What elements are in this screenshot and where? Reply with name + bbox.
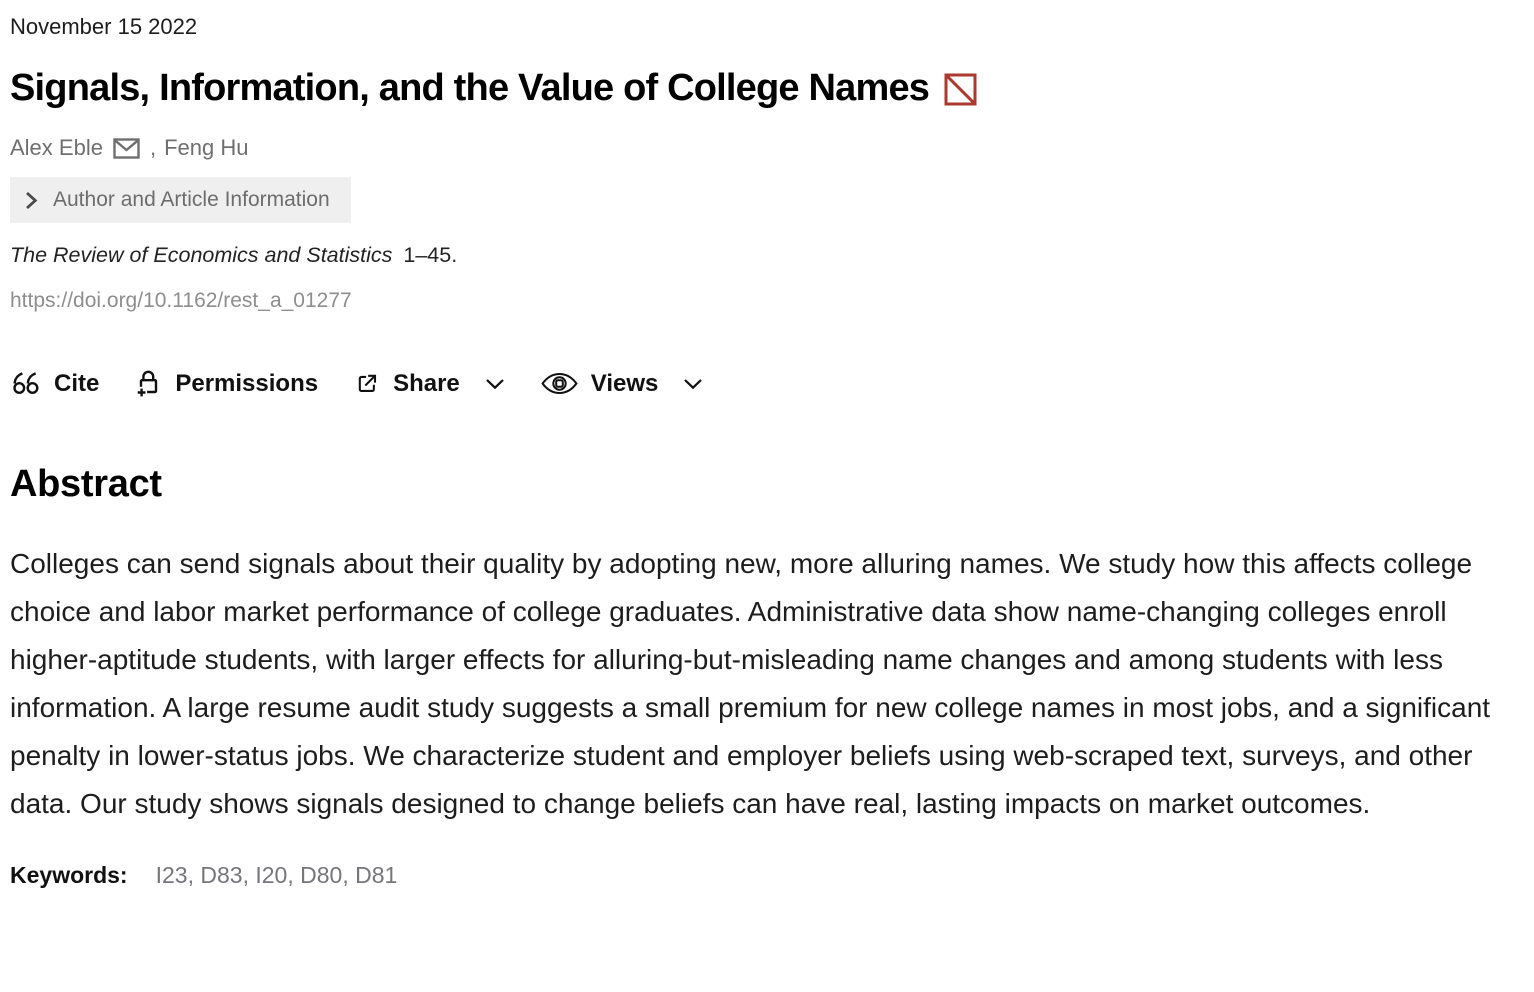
permissions-button[interactable]: [135, 369, 318, 398]
lock-plus-icon: [135, 369, 162, 398]
share-icon: [354, 371, 380, 397]
keyword-separator: ,: [287, 862, 301, 888]
keyword-separator: ,: [342, 862, 356, 888]
views-label: Views: [590, 369, 659, 397]
doi-link[interactable]: https://doi.org/10.1162/rest_a_01277: [10, 289, 352, 312]
permissions-label: Permissions: [175, 369, 319, 397]
keyword-link[interactable]: I23: [155, 862, 188, 888]
abstract-heading: Abstract: [10, 463, 162, 505]
keywords-label: Keywords:: [10, 862, 128, 888]
chevron-down-icon: [683, 378, 703, 390]
cite-button[interactable]: [10, 370, 99, 398]
share-button[interactable]: [354, 370, 505, 398]
article-toolbar: [10, 369, 1522, 398]
chevron-right-icon: [25, 191, 38, 210]
keyword-link[interactable]: D83: [200, 862, 243, 888]
keywords-list: [156, 860, 398, 890]
abstract-text: Colleges can send signals about their quality by adopting new, more alluring names. We study how this affects college choice and labor market performance of college graduates. Administrative data show name-changing colleges enroll higher-aptitude students, with larger effects for alluring-but-misleading name changes and among students with less information. A large resume audit study suggests a small premium for new college names in most jobs, and a significant penalty in lower-status jobs. We characterize student and employer beliefs using web-scraped text, surveys, and other data. Our study shows signals designed to change beliefs can have real, lasting impacts on market outcomes.: [10, 548, 1491, 819]
article-title-text: Signals, Information, and the Value of College Names: [10, 67, 930, 109]
eye-icon: [541, 372, 578, 395]
cite-label: Cite: [54, 369, 100, 397]
keyword-link[interactable]: I20: [255, 862, 288, 888]
journal-citation: [10, 243, 1522, 268]
keyword-separator: ,: [242, 862, 256, 888]
keyword-link[interactable]: D81: [355, 862, 398, 888]
author-article-info-label: Author and Article Information: [53, 188, 330, 211]
keyword-link[interactable]: D80: [300, 862, 343, 888]
share-label: Share: [393, 369, 460, 397]
keyword-separator: ,: [187, 862, 201, 888]
email-icon[interactable]: [113, 138, 140, 159]
journal-pages: 1–45.: [403, 243, 458, 267]
journal-name: The Review of Economics and Statistics: [10, 243, 393, 267]
restricted-access-icon: [944, 73, 977, 106]
author-link-1[interactable]: Alex Eble: [10, 135, 103, 160]
chevron-down-icon: [485, 378, 505, 390]
publication-date: November 15 2022: [10, 14, 198, 39]
author-line: [10, 135, 1522, 161]
author-separator: ,: [149, 135, 157, 160]
article-title: [10, 66, 1522, 110]
author-link-2[interactable]: Feng Hu: [164, 135, 249, 160]
quote-icon: [10, 371, 41, 396]
views-button[interactable]: [541, 370, 704, 398]
keywords-row: [10, 860, 1522, 890]
author-article-info-toggle[interactable]: [10, 177, 351, 223]
